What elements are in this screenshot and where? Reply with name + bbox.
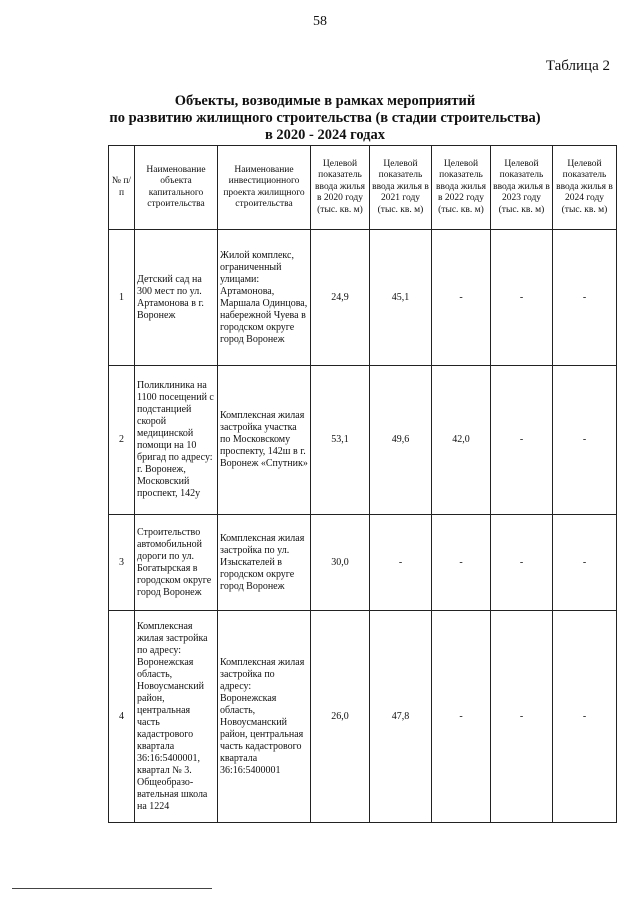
cell-2022: - [432, 515, 491, 611]
cell-2024: - [553, 611, 617, 823]
cell-object: Строительство автомобильной дороги по ул. Богатырская в городском округе город Воронеж [135, 515, 218, 611]
table-row [109, 515, 617, 611]
cell-2022: 42,0 [432, 366, 491, 515]
cell-2021: 47,8 [370, 611, 432, 823]
cell-2024: - [553, 366, 617, 515]
table-row [109, 611, 617, 823]
table-row [109, 366, 617, 515]
cell-2021: 49,6 [370, 366, 432, 515]
cell-num: 2 [109, 366, 135, 515]
cell-project: Комплексная жилая застройка по адресу: Воронежская область, Новоусманский район, центральная часть кадастрового квартала 36:16:5400001 [218, 611, 311, 823]
cell-project: Жилой комплекс, ограниченный улицами: Артамонова, Маршала Одинцова, набережной Чуева в городском округе город Воронеж [218, 230, 311, 366]
objects-table [108, 145, 617, 823]
cell-2021: 45,1 [370, 230, 432, 366]
cell-2020: 53,1 [311, 366, 370, 515]
cell-2024: - [553, 230, 617, 366]
header-row [109, 146, 617, 230]
cell-2020: 24,9 [311, 230, 370, 366]
cell-num: 1 [109, 230, 135, 366]
header-2021: Целевой показатель ввода жилья в 2021 году (тыс. кв. м) [370, 146, 432, 230]
cell-2022: - [432, 611, 491, 823]
header-2022: Целевой показатель ввода жилья в 2022 году (тыс. кв. м) [432, 146, 491, 230]
cell-project: Комплексная жилая застройка участка по Московскому проспекту, 142ш в г. Воронеж «Спутник» [218, 366, 311, 515]
cell-2021: - [370, 515, 432, 611]
cell-project: Комплексная жилая застройка по ул. Изыскателей в городском округе город Воронеж [218, 515, 311, 611]
cell-2024: - [553, 515, 617, 611]
cell-2020: 30,0 [311, 515, 370, 611]
footer-rule [12, 888, 212, 889]
header-2024: Целевой показатель ввода жилья в 2024 году (тыс. кв. м) [553, 146, 617, 230]
header-2020: Целевой показатель ввода жилья в 2020 году (тыс. кв. м) [311, 146, 370, 230]
cell-num: 4 [109, 611, 135, 823]
table-label: Таблица 2 [545, 58, 610, 74]
cell-object: Поликлиника на 1100 посещений с подстанцией скорой медицинской помощи на 10 бригад по адресу: г. Воронеж, Московский проспект, 142у [135, 366, 218, 515]
table-title-line-2: по развитию жилищного строительства (в стадии строительства) [109, 110, 541, 126]
table-title-line-1: Объекты, возводимые в рамках мероприятий [174, 93, 476, 109]
cell-2023: - [491, 515, 553, 611]
header-num: № п/п [109, 146, 135, 230]
page-number: 58 [313, 14, 327, 29]
header-object: Наименование объекта капитального строительства [135, 146, 218, 230]
header-project: Наименование инвестиционного проекта жилищного строительства [218, 146, 311, 230]
cell-2023: - [491, 230, 553, 366]
cell-num: 3 [109, 515, 135, 611]
cell-object: Детский сад на 300 мест по ул. Артамонова в г. Воронеж [135, 230, 218, 366]
table-row [109, 230, 617, 366]
header-2023: Целевой показатель ввода жилья в 2023 году (тыс. кв. м) [491, 146, 553, 230]
cell-2023: - [491, 611, 553, 823]
table-title-line-3: в 2020 - 2024 годах [264, 127, 386, 143]
cell-2020: 26,0 [311, 611, 370, 823]
cell-2023: - [491, 366, 553, 515]
cell-object: Комплексная жилая застройка по адресу: Воронежская область, Новоусманский район, центральная часть кадастрового квартала 36:16:5400001, квартал № 3. Общеобразо-вательная школа на 1224 [135, 611, 218, 823]
table-title [90, 93, 560, 144]
cell-2022: - [432, 230, 491, 366]
